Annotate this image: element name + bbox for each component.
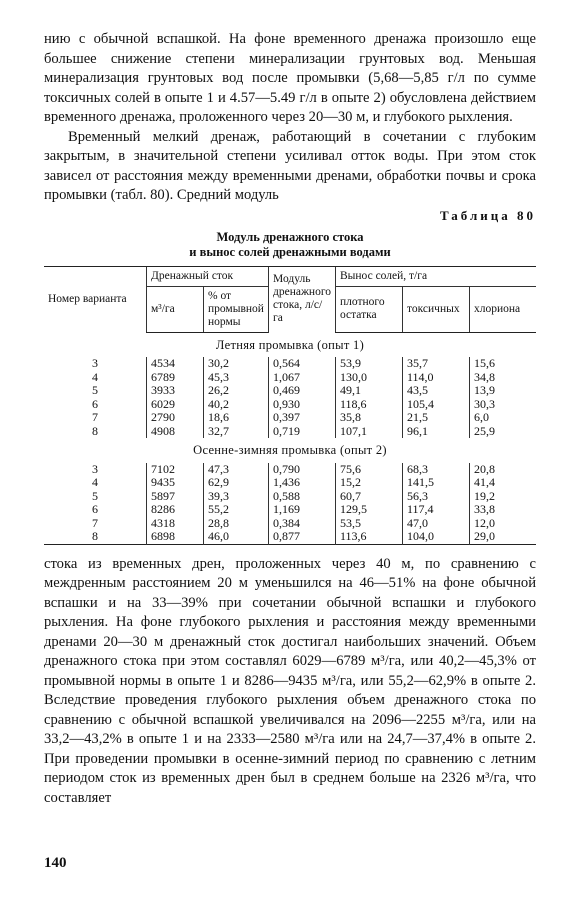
cell-pct: 47,3: [204, 463, 269, 477]
cell-m3ha: 9435: [147, 476, 204, 490]
header-variant: Номер варианта: [44, 266, 147, 332]
cell-m3ha: 5897: [147, 490, 204, 504]
cell-dense: 49,1: [336, 384, 403, 398]
cell-module: 0,588: [269, 490, 336, 504]
cell-pct: 28,8: [204, 517, 269, 531]
cell-m3ha: 3933: [147, 384, 204, 398]
cell-pct: 32,7: [204, 425, 269, 439]
table-row: [44, 490, 536, 504]
header-chlorine: хлориона: [470, 286, 537, 332]
cell-pct: 55,2: [204, 503, 269, 517]
cell-m3ha: 6789: [147, 371, 204, 385]
cell-m3ha: 6029: [147, 398, 204, 412]
section-title-2: Осенне-зимняя промывка (опыт 2): [193, 443, 387, 457]
cell-toxic: 43,5: [403, 384, 470, 398]
cell-toxic: 104,0: [403, 530, 470, 544]
cell-variant: 8: [92, 529, 98, 543]
table-row: [44, 357, 536, 371]
cell-dense: 53,5: [336, 517, 403, 531]
cell-variant: 3: [92, 461, 98, 476]
paragraph-1: нию с обычной вспашкой. На фоне временного дренажа произошло еще большее снижение степени минерализации грунтовых вод. Меньшая минерализация грунтовых вод после промывки (5,68—5,85 г/л по сумме токсичных солей в опыте 1 и 4.57—5.49 г/л в опыте 2) обусловлена действием временного дренажа, проложенного через 20—30 м, и глубокого рыхления.: [44, 31, 536, 125]
cell-variant: 6: [92, 502, 98, 516]
cell-pct: 39,3: [204, 490, 269, 504]
cell-variant: 8: [92, 423, 98, 438]
cell-m3ha: 4908: [147, 425, 204, 439]
cell-module: 0,719: [269, 425, 336, 439]
cell-toxic: 105,4: [403, 398, 470, 412]
cell-dense: 75,6: [336, 463, 403, 477]
cell-chlorine: 25,9: [470, 425, 537, 439]
cell-dense: 130,0: [336, 371, 403, 385]
cell-module: 0,790: [269, 463, 336, 477]
table-row: [44, 463, 536, 477]
cell-dense: 118,6: [336, 398, 403, 412]
cell-m3ha: 7102: [147, 463, 204, 477]
cell-module: 0,877: [269, 530, 336, 544]
table-row: [44, 476, 536, 490]
cell-pct: 46,0: [204, 530, 269, 544]
cell-toxic: 114,0: [403, 371, 470, 385]
cell-dense: 60,7: [336, 490, 403, 504]
cell-chlorine: 41,4: [470, 476, 537, 490]
cell-dense: 113,6: [336, 530, 403, 544]
cell-module: 1,169: [269, 503, 336, 517]
cell-dense: 129,5: [336, 503, 403, 517]
cell-toxic: 141,5: [403, 476, 470, 490]
cell-variant: 5: [92, 383, 98, 397]
data-table: [44, 266, 536, 545]
cell-m3ha: 6898: [147, 530, 204, 544]
cell-dense: 15,2: [336, 476, 403, 490]
cell-variant: 4: [92, 369, 98, 384]
paragraph-3: стока из временных дрен, проложенных через 40 м, по сравнению с междренным расстоянием 20 м уменьшился на 46—51% на фоне обычной вспашки и на 33—39% при сочетании обычной вспашки и глубокого рыхления. На фоне глубокого рыхления и расстояния между временными дренами 20—30 м дренажный сток достигал наибольших значений. Объем дренажного стока при этом составлял 6029—6789 м³/га, или 40,2—45,3% от промывной нормы в опыте 1 и 8286—9435 м³/га, или 55,2—62,9% в опыте 2. Вследствие проведения глубокого рыхления объем дренажного стока по сравнению с обычной вспашкой увеличивался на 2096—2255 м³/га, или на 33,2—43,2% в опыте 1 и на 2333—2580 м³/га или на 24,7—37,4% в опыте 2. При проведении промывки в осенне-зимний период по сравнению с летним периодом сток из временных дрен был в среднем больше на 2326 м³/га, что составляет: [44, 555, 536, 806]
header-toxic: токсичных: [403, 286, 470, 332]
cell-chlorine: 13,9: [470, 384, 537, 398]
cell-toxic: 35,7: [403, 357, 470, 371]
cell-chlorine: 12,0: [470, 517, 537, 531]
table-label: Таблица 80: [439, 207, 536, 223]
table-row: [44, 411, 536, 425]
section-title-1: Летняя промывка (опыт 1): [215, 337, 365, 352]
cell-chlorine: 19,2: [470, 490, 537, 504]
cell-module: 1,067: [269, 371, 336, 385]
cell-chlorine: 33,8: [470, 503, 537, 517]
page-number: 140: [44, 855, 67, 871]
cell-variant: 4: [92, 475, 98, 489]
cell-variant: 7: [92, 410, 98, 424]
cell-pct: 26,2: [204, 384, 269, 398]
cell-chlorine: 20,8: [470, 463, 537, 477]
cell-toxic: 117,4: [403, 503, 470, 517]
header-drain-flow: Дренажный сток: [147, 266, 269, 286]
cell-chlorine: 29,0: [470, 530, 537, 544]
table-row: [44, 371, 536, 385]
cell-variant: 7: [92, 515, 98, 530]
table-row: [44, 517, 536, 531]
cell-chlorine: 30,3: [470, 398, 537, 412]
cell-pct: 45,3: [204, 371, 269, 385]
cell-pct: 62,9: [204, 476, 269, 490]
cell-toxic: 96,1: [403, 425, 470, 439]
cell-module: 1,436: [269, 476, 336, 490]
cell-variant: 6: [92, 396, 98, 411]
table-row: [44, 398, 536, 412]
cell-dense: 53,9: [336, 357, 403, 371]
cell-module: 0,384: [269, 517, 336, 531]
cell-pct: 18,6: [204, 411, 269, 425]
cell-chlorine: 15,6: [470, 357, 537, 371]
table-title-line1: Модуль дренажного стока: [216, 229, 364, 244]
cell-module: 0,564: [269, 357, 336, 371]
header-module: Модуль дренажного стока, л/с/га: [269, 266, 336, 332]
cell-m3ha: 4534: [147, 357, 204, 371]
table-title: [44, 230, 536, 260]
table-row: [44, 503, 536, 517]
cell-pct: 30,2: [204, 357, 269, 371]
paragraph-2: Временный мелкий дренаж, работающий в сочетании с глубоким закрытым, в значительной степени усиливал отток воды. При этом сток зависел от расстояния между временными дренами, обработки почвы и срока промывки (табл. 80). Средний модуль: [44, 128, 536, 203]
header-pct: % от промывной нормы: [204, 286, 269, 332]
header-salt-removal: Вынос солей, т/га: [336, 266, 537, 286]
cell-m3ha: 4318: [147, 517, 204, 531]
cell-dense: 107,1: [336, 425, 403, 439]
cell-m3ha: 8286: [147, 503, 204, 517]
table-row: [44, 425, 536, 439]
cell-toxic: 68,3: [403, 463, 470, 477]
header-m3ha: м³/га: [147, 286, 204, 332]
cell-toxic: 21,5: [403, 411, 470, 425]
cell-variant: 5: [92, 488, 98, 503]
cell-variant: 3: [92, 356, 98, 370]
cell-toxic: 56,3: [403, 490, 470, 504]
header-dense: плотного остатка: [336, 286, 403, 332]
cell-pct: 40,2: [204, 398, 269, 412]
cell-dense: 35,8: [336, 411, 403, 425]
cell-chlorine: 34,8: [470, 371, 537, 385]
cell-m3ha: 2790: [147, 411, 204, 425]
cell-module: 0,930: [269, 398, 336, 412]
cell-module: 0,397: [269, 411, 336, 425]
cell-toxic: 47,0: [403, 517, 470, 531]
cell-module: 0,469: [269, 384, 336, 398]
table-row: [44, 530, 536, 544]
cell-chlorine: 6,0: [470, 411, 537, 425]
table-row: [44, 384, 536, 398]
table-title-line2: и вынос солей дренажными водами: [189, 244, 391, 259]
